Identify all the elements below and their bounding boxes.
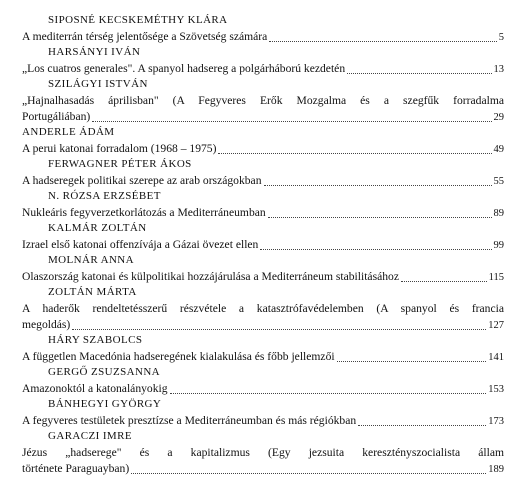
dot-leader [268, 216, 492, 218]
entry-title: A független Macedónia hadseregének kialakulása és főbb jellemzői [22, 350, 335, 363]
entry-author: GARACZI IMRE [48, 430, 132, 442]
dot-leader [264, 184, 492, 186]
entry-page-number: 173 [488, 416, 504, 427]
entry-page-number: 115 [488, 272, 504, 283]
entry-title-line [22, 414, 504, 429]
entry-page-number: 99 [493, 240, 504, 251]
dot-leader [347, 72, 491, 74]
entry-title-line [22, 270, 504, 285]
entry-page-number: 141 [488, 352, 504, 363]
entry-title: A fegyveres testületek presztízse a Mediterráneumban és más régiókban [22, 414, 357, 427]
entry-title-line [22, 110, 504, 125]
entry-title-line [22, 350, 504, 365]
entry-title-line-wrapped [22, 446, 504, 460]
entry-author: KALMÁR ZOLTÁN [48, 222, 147, 234]
entry-page-number: 29 [493, 112, 504, 123]
entry-title: A mediterrán térség jelentősége a Szövetség számára [22, 30, 268, 43]
entry-page-number: 153 [488, 384, 504, 395]
entry-page-number: 127 [488, 320, 504, 331]
entry-title-line [22, 174, 504, 189]
entry-title: története Paraguayban) [22, 462, 130, 475]
entry-title: A haderők rendeltetésszerű részvétele a katasztrófavédelemben (A spanyol és francia [22, 302, 504, 315]
entry-title-line-wrapped [22, 94, 504, 108]
entry-title: Jézus „hadserege" és a kapitalizmus (Egy jezsuita keresztényszocialista állam [22, 446, 504, 459]
dot-leader [170, 392, 487, 394]
entry-title-line [22, 462, 504, 477]
entry-author: ANDERLE ÁDÁM [22, 126, 115, 138]
entry-author: ZOLTÁN MÁRTA [48, 286, 137, 298]
entry-title-line [22, 318, 504, 333]
entry-page-number: 5 [498, 32, 504, 43]
entry-author: SZILÁGYI ISTVÁN [48, 78, 148, 90]
entry-title-line [22, 238, 504, 253]
entry-page-number: 49 [493, 144, 504, 155]
entry-title: Olaszország katonai és külpolitikai hozzájárulása a Mediterráneum stabilitásához [22, 270, 399, 283]
dot-leader [269, 40, 496, 42]
dot-leader [358, 424, 486, 426]
entry-title: „Los cuatros generales". A spanyol hadsereg a polgárháború kezdetén [22, 62, 346, 75]
entry-title-line [22, 62, 504, 77]
entry-title: A perui katonai forradalom (1968 – 1975) [22, 142, 217, 155]
dot-leader [72, 328, 486, 330]
entry-title: Izrael első katonai offenzívája a Gázai övezet ellen [22, 238, 259, 251]
dot-leader [260, 248, 491, 250]
dot-leader [218, 152, 491, 154]
dot-leader [92, 120, 491, 122]
entry-author: GERGŐ ZSUZSANNA [48, 366, 161, 378]
entry-author: SIPOSNÉ KECSKEMÉTHY KLÁRA [48, 14, 228, 26]
dot-leader [337, 360, 487, 362]
entry-title: Portugáliában) [22, 110, 91, 123]
entry-title-line [22, 142, 504, 157]
entry-title: megoldás) [22, 318, 71, 331]
entry-page-number: 55 [493, 176, 504, 187]
entry-author: FERWAGNER PÉTER ÁKOS [48, 158, 192, 170]
dot-leader [401, 280, 487, 282]
entry-page-number: 13 [493, 64, 504, 75]
entry-title: A hadseregek politikai szerepe az arab országokban [22, 174, 262, 187]
entry-author: N. RÓZSA ERZSÉBET [48, 190, 161, 202]
entry-page-number: 89 [493, 208, 504, 219]
entry-author: HARSÁNYI IVÁN [48, 46, 141, 58]
entry-title: „Hajnalhasadás áprilisban" (A Fegyveres Erők Mozgalma és a szegfűk forradalma [22, 94, 504, 107]
dot-leader [131, 472, 486, 474]
entry-page-number: 189 [488, 464, 504, 475]
entry-title-line-wrapped [22, 302, 504, 316]
entry-title-line [22, 30, 504, 45]
entry-title-line [22, 382, 504, 397]
entry-title: Amazonoktól a katonalányokig [22, 382, 168, 395]
entry-title-line [22, 206, 504, 221]
entry-title: Nukleáris fegyverzetkorlátozás a Mediterráneumban [22, 206, 266, 219]
entry-author: MOLNÁR ANNA [48, 254, 134, 266]
entry-author: BÁNHEGYI GYÖRGY [48, 398, 162, 410]
entry-author: HÁRY SZABOLCS [48, 334, 143, 346]
